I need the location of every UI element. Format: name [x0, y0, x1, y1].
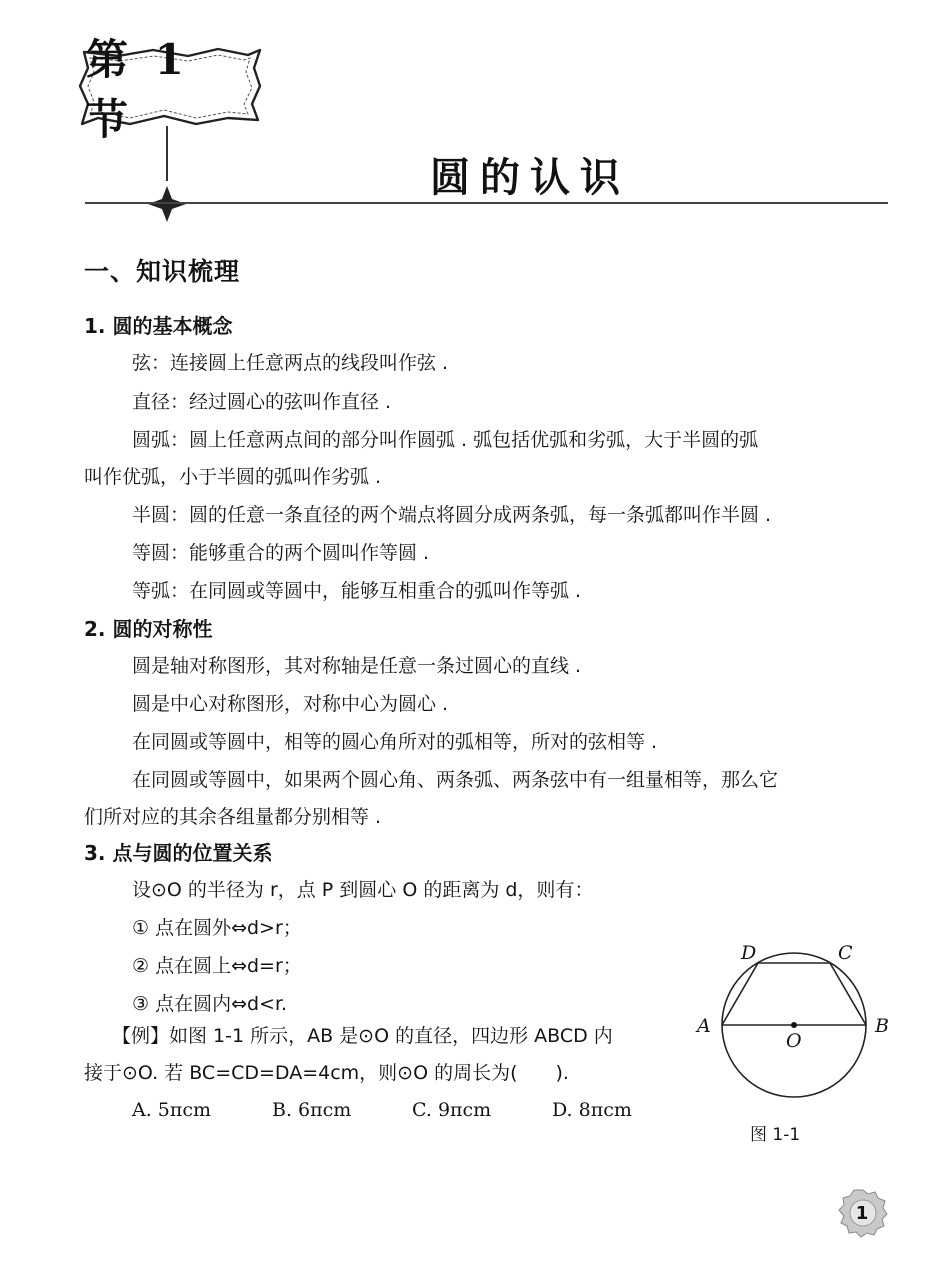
symmetry-group: 在同圆或等圆中，如果两个圆心角、两条弧、两条弦中有一组量相等，那么它	[132, 769, 779, 791]
option-c: C. 9πcm	[412, 1099, 492, 1121]
topic-heading-symmetry: 2. 圆的对称性	[84, 617, 213, 641]
concept-diameter: 直径：经过圆心的弦叫作直径 .	[132, 391, 392, 413]
page-title: 圆的认识	[430, 155, 630, 201]
concept-equal-circles: 等圆：能够重合的两个圆叫作等圆 .	[132, 542, 430, 564]
topic-heading-basic-concepts: 1. 圆的基本概念	[84, 314, 233, 338]
header-rule	[85, 202, 888, 204]
concept-arc-cont: 叫作优弧，小于半圆的弧叫作劣弧 .	[84, 466, 382, 488]
option-d: D. 8πcm	[552, 1099, 632, 1121]
page-number: 1	[855, 1202, 869, 1224]
chapter-badge: 第 1 节	[86, 35, 190, 144]
symmetry-axis: 圆是轴对称图形，其对称轴是任意一条过圆心的直线 .	[132, 655, 582, 677]
point-circle-setup: 设⊙O 的半径为 r，点 P 到圆心 O 的距离为 d，则有：	[132, 879, 594, 901]
concept-semicircle: 半圆：圆的任意一条直径的两个端点将圆分成两条弧，每一条弧都叫作半圆 .	[132, 504, 772, 526]
option-b: B. 6πcm	[272, 1099, 352, 1121]
symmetry-center: 圆是中心对称图形，对称中心为圆心 .	[132, 693, 449, 715]
figure-label-o: O	[786, 1030, 802, 1052]
option-a: A. 5πcm	[132, 1099, 212, 1121]
point-outside: ① 点在圆外⇔d>r；	[132, 917, 302, 939]
figure-label-a: A	[697, 1015, 711, 1037]
concept-arc: 圆弧：圆上任意两点间的部分叫作圆弧 . 弧包括优弧和劣弧，大于半圆的弧	[132, 429, 759, 451]
point-inside: ③ 点在圆内⇔d<r.	[132, 993, 288, 1015]
figure-label-d: D	[741, 942, 757, 964]
point-on: ② 点在圆上⇔d=r；	[132, 955, 302, 977]
figure-label-b: B	[875, 1015, 889, 1037]
example-line-2: 接于⊙O. 若 BC=CD=DA=4cm，则⊙O 的周长为( ).	[84, 1062, 569, 1084]
symmetry-group-cont: 们所对应的其余各组量都分别相等 .	[84, 806, 382, 828]
symmetry-equal-angles: 在同圆或等圆中，相等的圆心角所对的弧相等，所对的弦相等 .	[132, 731, 658, 753]
figure-label-c: C	[838, 942, 853, 964]
chords-bcda	[722, 963, 866, 1025]
example-line-1: 【例】如图 1-1 所示，AB 是⊙O 的直径，四边形 ABCD 内	[112, 1025, 613, 1047]
concept-equal-arcs: 等弧：在同圆或等圆中，能够互相重合的弧叫作等弧 .	[132, 580, 582, 602]
figure-caption: 图 1-1	[750, 1125, 801, 1145]
topic-heading-point-circle: 3. 点与圆的位置关系	[84, 841, 273, 865]
section-title: 一、知识梳理	[84, 257, 241, 286]
center-point-o	[791, 1022, 797, 1028]
concept-chord: 弦：连接圆上任意两点的线段叫作弦 .	[132, 352, 449, 374]
